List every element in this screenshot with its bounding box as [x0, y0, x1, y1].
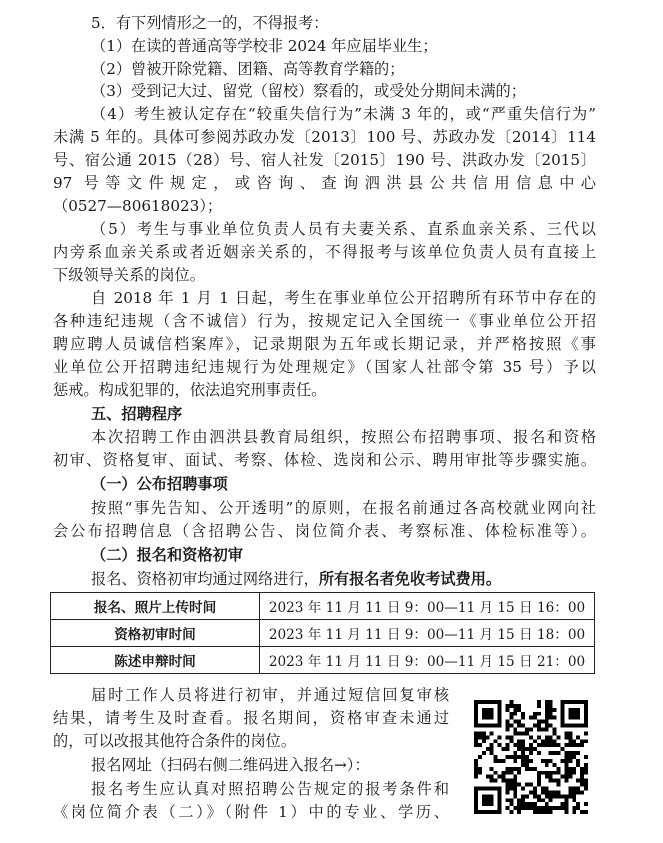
after-line5: 报名考生应认真对照招聘公告规定的报考条件和 [91, 780, 449, 798]
item-5-5-line1: （5）考生与事业单位负责人员有夫妻关系、直系血亲关系、三代以 [91, 220, 596, 238]
integrity-para-line4: 业单位公开招聘违纪违规行为处理规定》（国家人社部令第 35 号）予以 [53, 358, 596, 376]
publish-para-line2: 会公布招聘信息（含招聘公告、岗位简介表、考察标准、体检标准等）。 [53, 522, 596, 540]
item-5-2: （2）曾被开除党籍、团籍、高等教育学籍的； [91, 60, 405, 78]
table-row [51, 620, 595, 647]
after-line6: 《岗位简介表（二）》（附件 1）中的专业、学历、 [53, 803, 449, 821]
item-5-5-line2: 内旁系血亲关系或者近姻亲关系的，不得报考与该单位负责人员有直接上 [53, 243, 596, 261]
schedule-label: 报名、照片上传时间 [51, 593, 260, 620]
item-5-heading: 5．有下列情形之一的，不得报考： [91, 14, 329, 32]
qr-code-icon[interactable] [474, 700, 588, 814]
item-5-3: （3）受到记大过、留党（留校）察看的，或受处分期间未满的； [91, 82, 526, 100]
subsection-2-heading: （二）报名和资格初审 [91, 546, 243, 564]
registration-url-label: 报名网址（扫码右侧二维码进入报名→）： [91, 756, 370, 774]
integrity-para-line5: 惩戒。构成犯罪的，依法追究刑事责任。 [53, 381, 327, 399]
schedule-time: 2023 年 11 月 11 日 9：00—11 月 15 日 16：00 [260, 593, 595, 620]
schedule-label: 资格初审时间 [51, 620, 260, 647]
item-5-1: （1）在读的普通高等学校非 2024 年应届毕业生； [91, 37, 438, 55]
schedule-time: 2023 年 11 月 11 日 9：00—11 月 15 日 18：00 [260, 620, 595, 647]
schedule-table [50, 592, 595, 674]
free-fee-note: 所有报名者免收考试费用。 [318, 570, 502, 588]
publish-para-line1: 按照“事先告知、公开透明”的原则，在报名前通过各高校就业网向社 [91, 499, 596, 517]
item-5-4-line4: 97 号等文件规定，或咨询、查询泗洪县公共信用信息中心 [53, 174, 596, 192]
item-5-5-line3: 下级领导关系的岗位。 [53, 266, 205, 284]
integrity-para-line3: 聘应聘人员诚信档案库》，记录期限为五年或长期记录，并严格按照《事 [53, 335, 596, 353]
schedule-time: 2023 年 11 月 11 日 9：00—11 月 15 日 21：00 [260, 647, 595, 674]
schedule-label: 陈述申辩时间 [51, 647, 260, 674]
table-row [51, 593, 595, 620]
procedure-para-line2: 初审、资格复审、面试、考察、体检、选岗和公示、聘用审批等步骤实施。 [53, 451, 596, 469]
integrity-para-line2: 各种违纪违规（含不诚信）行为，按规定记入全国统一《事业单位公开招 [53, 312, 596, 330]
after-line2: 结果，请考生及时查看。报名期间，资格审查未通过 [53, 709, 449, 727]
registration-text: 报名、资格初审均通过网络进行， [91, 570, 319, 588]
subsection-1-heading: （一）公布招聘事项 [91, 475, 228, 493]
integrity-para-line1: 自 2018 年 1 月 1 日起，考生在事业单位公开招聘所有环节中存在的 [91, 289, 596, 307]
item-5-4-line3: 号、宿公通 2015（28）号、宿人社发〔2015〕190 号、洪政办发〔2015〕 [53, 151, 596, 169]
after-line1: 届时工作人员将进行初审，并通过短信回复审核 [91, 686, 449, 704]
item-5-4-line2: 未满 5 年的。具体可参阅苏政办发〔2013〕100 号、苏政办发〔2014〕114 [53, 128, 596, 146]
item-5-4-line5: （0527—80618023）； [53, 197, 223, 215]
procedure-para-line1: 本次招聘工作由泗洪县教育局组织，按照公布招聘事项、报名和资格 [91, 428, 596, 446]
after-line3: 的，可以改报其他符合条件的岗位。 [53, 732, 296, 750]
registration-para [91, 568, 501, 590]
item-5-4-line1: （4）考生被认定存在“较重失信行为”未满 3 年的，或“严重失信行为” [91, 105, 596, 123]
section-5-heading: 五、招聘程序 [91, 405, 183, 423]
table-row [51, 647, 595, 674]
